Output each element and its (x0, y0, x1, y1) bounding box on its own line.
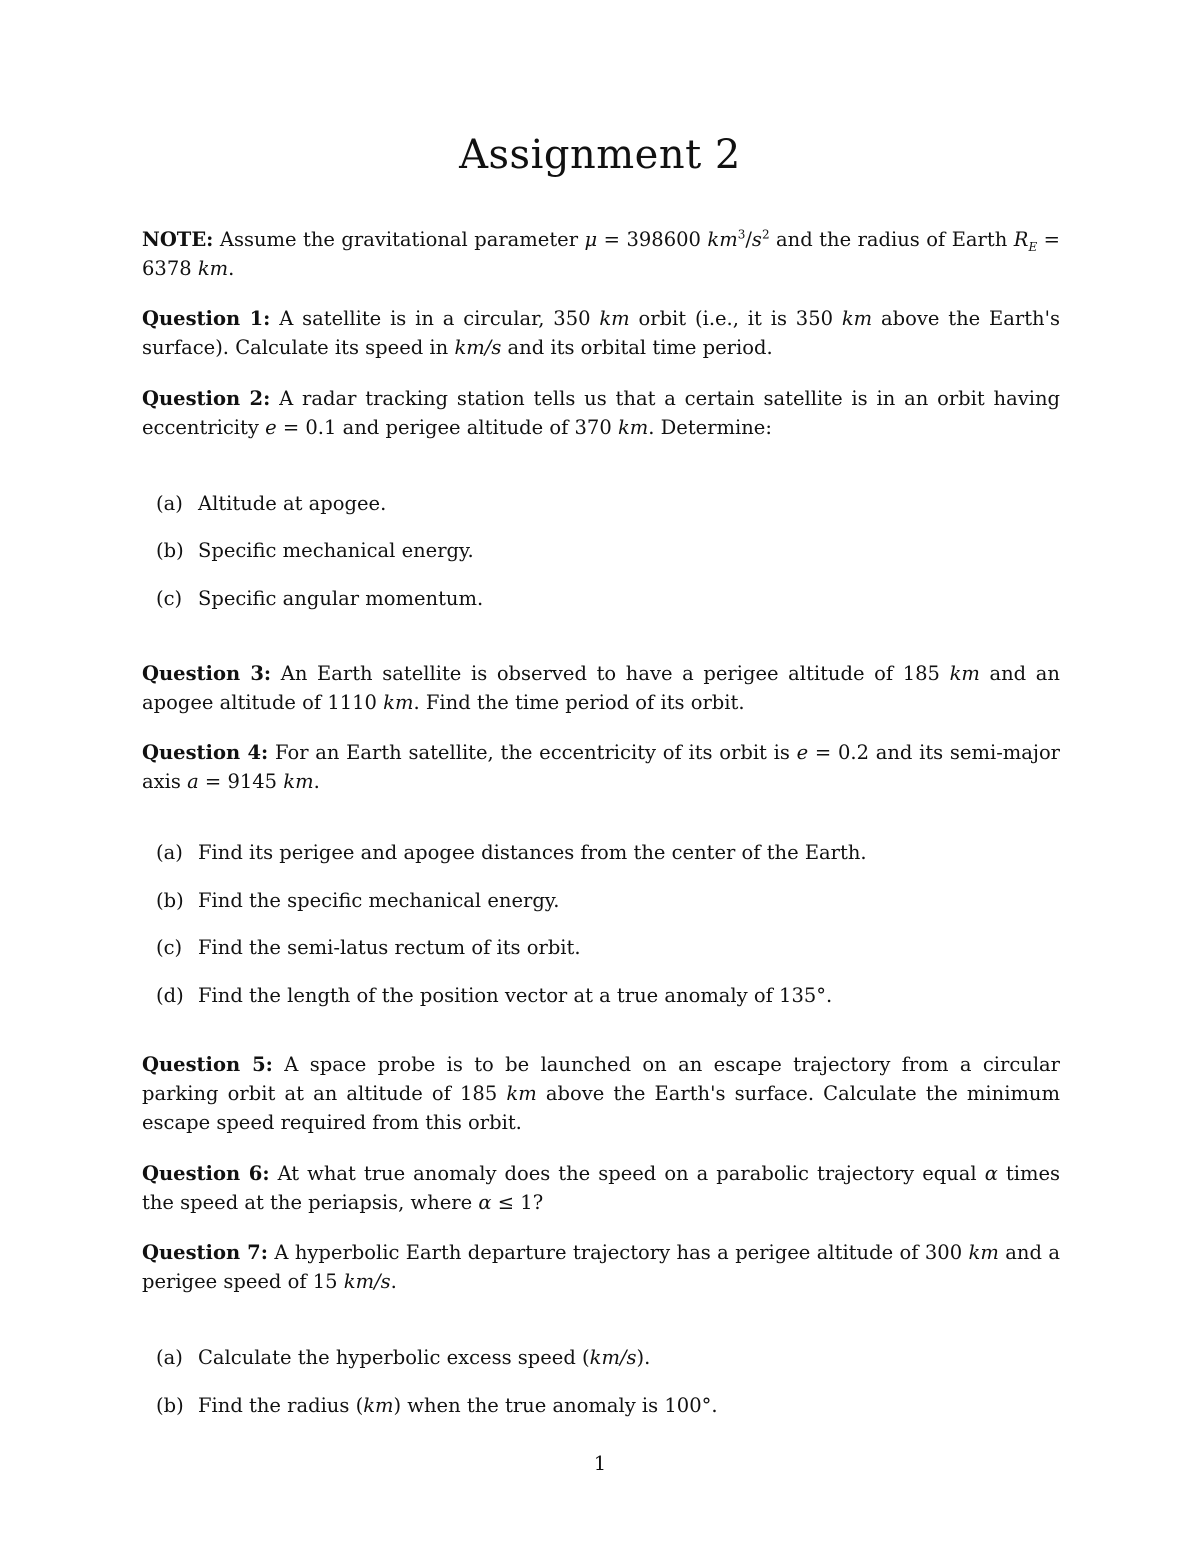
item-text: Specific angular momentum. (198, 587, 484, 610)
item-text: ). (636, 1346, 651, 1369)
unit-km: km (707, 228, 738, 251)
question-label: Question 2: (142, 387, 271, 410)
question-3 (142, 659, 1060, 717)
q4-item-d (156, 981, 1056, 1010)
question-text: = 0.1 and perigee altitude of 370 (282, 416, 612, 439)
question-label: Question 7: (142, 1241, 268, 1264)
question-text: A satellite is in a circular, 350 (279, 307, 591, 330)
item-marker: (b) (156, 1394, 184, 1417)
item-text: Calculate the hyperbolic excess speed ( (198, 1346, 590, 1369)
item-marker: (a) (156, 1346, 183, 1369)
item-text: Specific mechanical energy. (198, 539, 474, 562)
question-label: Question 3: (142, 662, 272, 685)
question-text: An Earth satellite is observed to have a perigee altitude of 185 (280, 662, 940, 685)
unit-km-s: km/s (454, 336, 502, 359)
alpha-symbol: α (984, 1162, 998, 1185)
semi-major-axis-symbol: a (187, 770, 199, 793)
note-mu-value: = 398600 (603, 228, 701, 251)
unit-km: km (283, 770, 314, 793)
question-4 (142, 738, 1060, 796)
item-text: Find its perigee and apogee distances from the center of the Earth. (198, 841, 867, 864)
item-text: Find the length of the position vector at a true anomaly of 135°. (198, 984, 833, 1007)
item-marker: (c) (156, 936, 183, 959)
question-text: For an Earth satellite, the eccentricity of its orbit is (274, 741, 790, 764)
exponent: 3 (737, 227, 746, 242)
item-text: ) when the true anomaly is 100°. (393, 1394, 718, 1417)
q2-item-c (156, 584, 1056, 613)
note-text: Assume the gravitational parameter (219, 228, 579, 251)
question-text: . Determine: (648, 416, 772, 439)
q4-item-a (156, 838, 1056, 867)
q2-item-a (156, 489, 1056, 518)
question-text: . Find the time period of its orbit. (413, 691, 745, 714)
question-text: At what true anomaly does the speed on a parabolic trajectory equal (277, 1162, 977, 1185)
question-6 (142, 1159, 1060, 1217)
item-marker: (b) (156, 889, 184, 912)
note-re-value: = 6378 (142, 228, 1061, 280)
question-text: = 0.2 and its semi-major axis (142, 741, 1061, 793)
unit-km: km (841, 307, 873, 330)
question-text: orbit (i.e., it is 350 (638, 307, 834, 330)
item-marker: (c) (156, 587, 183, 610)
question-text: = 9145 (204, 770, 278, 793)
q4-item-c (156, 933, 1056, 962)
item-marker: (b) (156, 539, 184, 562)
question-1 (142, 304, 1060, 362)
unit-km: km (363, 1394, 394, 1417)
unit-km: km (617, 416, 649, 439)
page-number: 1 (593, 1452, 607, 1475)
question-text: A space probe is to be launched on an escape trajectory from a circular parking orbit at an altitude of 185 (142, 1053, 1061, 1105)
document-title: Assignment 2 (459, 132, 741, 178)
q2-item-b (156, 536, 1056, 565)
unit-km: km (197, 257, 229, 280)
question-2 (142, 384, 1060, 442)
question-label: Question 6: (142, 1162, 270, 1185)
mu-symbol: μ (584, 228, 598, 251)
unit-km-s: km/s (343, 1270, 391, 1293)
unit-km-s: km/s (589, 1346, 637, 1369)
item-text: Find the specific mechanical energy. (198, 889, 560, 912)
unit-km: km (949, 662, 980, 685)
question-text: times the speed at the periapsis, where (142, 1162, 1061, 1214)
question-5 (142, 1050, 1060, 1137)
item-text: Find the semi-latus rectum of its orbit. (198, 936, 581, 959)
question-text: ≤ 1? (497, 1191, 544, 1214)
eccentricity-symbol: e (796, 741, 809, 764)
item-marker: (a) (156, 492, 183, 515)
earth-radius-symbol: R (1013, 228, 1029, 251)
question-text: A hyperbolic Earth departure trajectory has a perigee altitude of 300 (274, 1241, 963, 1264)
item-marker: (d) (156, 984, 184, 1007)
unit-km: km (599, 307, 630, 330)
item-marker: (a) (156, 841, 183, 864)
subscript: E (1028, 239, 1038, 254)
question-text: above the Earth's surface. Calculate the minimum escape speed required from this orbit. (142, 1082, 1060, 1134)
question-7 (142, 1238, 1060, 1296)
slash: / (745, 228, 752, 251)
eccentricity-symbol: e (265, 416, 277, 439)
unit-s: s (751, 228, 762, 251)
item-text: Find the radius ( (198, 1394, 364, 1417)
question-label: Question 4: (142, 741, 269, 764)
alpha-symbol: α (478, 1191, 492, 1214)
question-text: A radar tracking station tells us that a certain satellite is in an orbit having eccentricity (142, 387, 1061, 439)
unit-km: km (968, 1241, 999, 1264)
question-text: and an apogee altitude of 1110 (142, 662, 1060, 714)
question-label: Question 5: (142, 1053, 273, 1076)
question-text: above the Earth's surface). Calculate its speed in (142, 307, 1060, 359)
item-text: Altitude at apogee. (198, 492, 387, 515)
q4-item-b (156, 886, 1056, 915)
note-paragraph (142, 225, 1060, 283)
note-text: and the radius of Earth (776, 228, 1008, 251)
punctuation: . (313, 770, 320, 793)
note-label: NOTE: (142, 228, 214, 251)
question-text: and its orbital time period. (507, 336, 773, 359)
q7-item-b (156, 1391, 1056, 1420)
exponent: 2 (761, 227, 770, 242)
unit-km: km (506, 1082, 537, 1105)
punctuation: . (390, 1270, 397, 1293)
q7-item-a (156, 1343, 1056, 1372)
unit-km: km (383, 691, 414, 714)
question-text: and a perigee speed of 15 (142, 1241, 1060, 1293)
punctuation: . (228, 257, 235, 280)
question-label: Question 1: (142, 307, 271, 330)
